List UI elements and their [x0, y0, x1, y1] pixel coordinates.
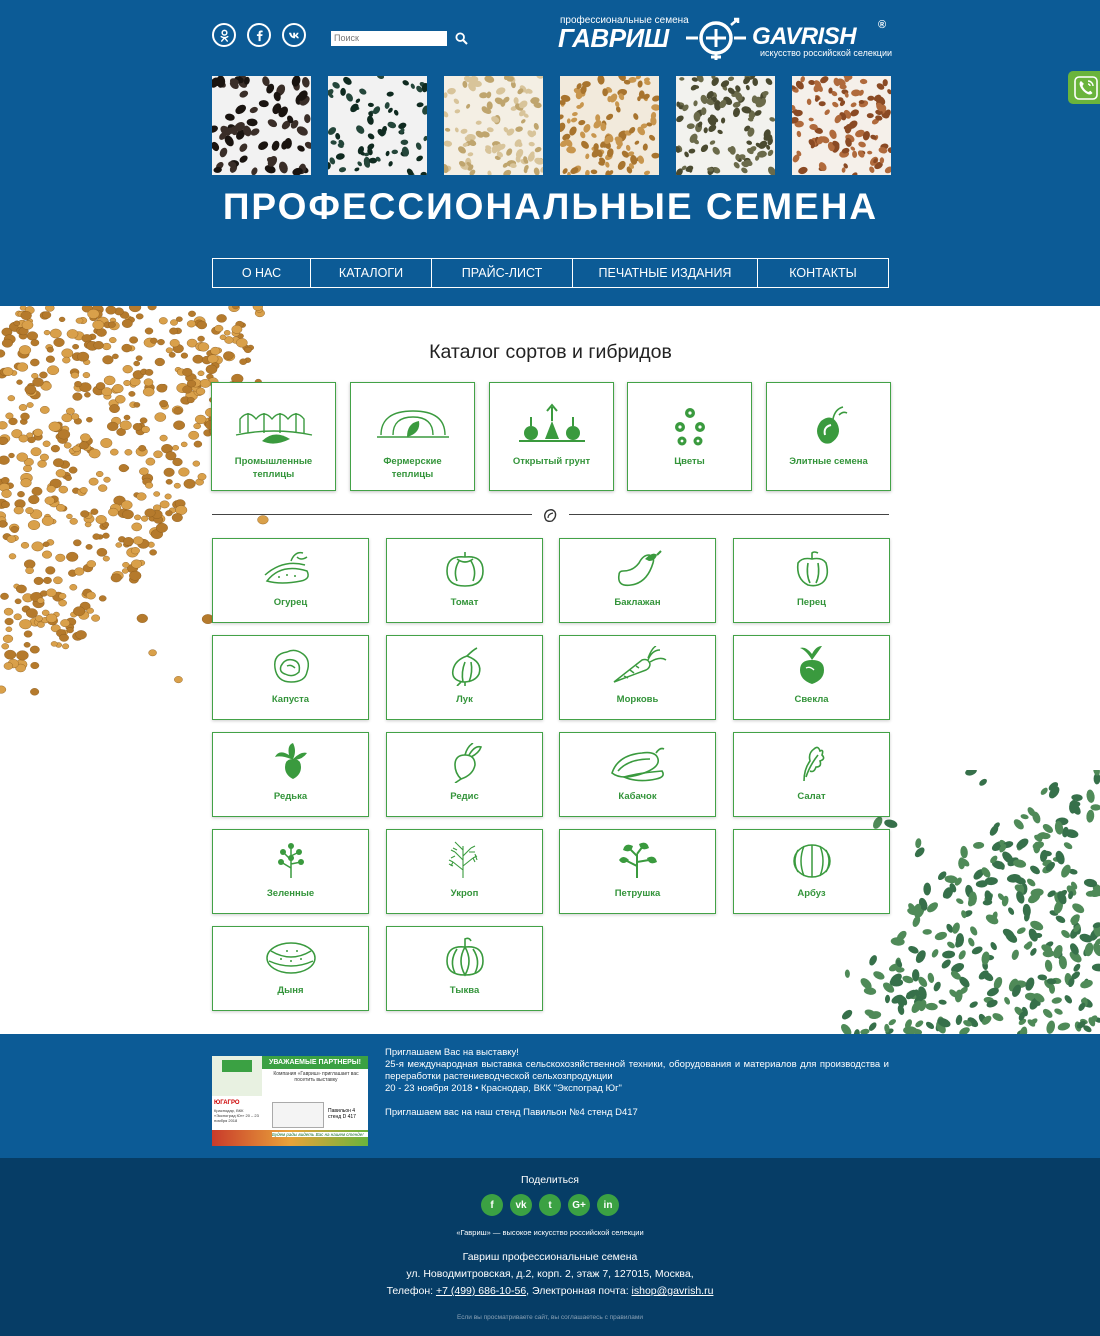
veg-label: Дыня — [277, 985, 304, 996]
expo-line-invite: Приглашаем Вас на выставку! — [385, 1047, 519, 1058]
veg-card-onion[interactable] — [386, 635, 543, 720]
site-header — [0, 0, 1100, 306]
pumpkin-icon — [443, 937, 487, 977]
veg-card-carrot[interactable] — [559, 635, 716, 720]
radish-black-icon — [269, 743, 313, 783]
veg-label: Арбуз — [797, 888, 826, 899]
onion-icon — [443, 646, 487, 686]
expo-announcement — [0, 1034, 1100, 1158]
search-icon[interactable] — [453, 30, 469, 46]
veg-label: Укроп — [450, 888, 479, 899]
veg-label: Томат — [450, 597, 479, 608]
site-footer — [0, 1158, 1100, 1336]
callback-phone-icon[interactable] — [1068, 71, 1100, 104]
expo-line-description: 25-я международная выставка сельскохозяйственной техники, оборудования и материалов для производства и переработки растениеводческой сельхозпродукции — [385, 1059, 889, 1082]
category-card-farmer-greenhouses[interactable] — [350, 382, 475, 491]
veg-label: Перец — [796, 597, 827, 608]
zucchini-icon — [608, 743, 668, 783]
logo-tagline: искусство российской селекции — [760, 48, 893, 58]
veg-card-parsley[interactable] — [559, 829, 716, 914]
nav-item-about[interactable]: О НАС — [213, 259, 311, 287]
expo-line-dates: 20 - 23 ноября 2018 • Краснодар, ВКК "Экспоград Юг" — [385, 1083, 622, 1094]
nav-item-catalogs[interactable]: КАТАЛОГИ — [311, 259, 432, 287]
expo-banner[interactable] — [212, 1056, 368, 1146]
veg-label: Баклажан — [614, 597, 661, 608]
veg-card-lettuce[interactable] — [733, 732, 890, 817]
veg-label: Зеленные — [266, 888, 315, 899]
veg-label: Кабачок — [618, 791, 657, 802]
phone-link[interactable]: +7 (499) 686-10-56 — [435, 1285, 527, 1297]
banner-city: Краснодар, ВКК «Экспоград Юг» 20 – 23 ноября 2018 — [214, 1108, 259, 1123]
search-bar — [331, 30, 469, 46]
facebook-icon[interactable]: f — [481, 1194, 503, 1216]
category-label: Элитные семена — [789, 456, 868, 467]
vk-icon[interactable] — [282, 23, 306, 47]
google-plus-icon[interactable]: G+ — [568, 1194, 590, 1216]
carrot-icon — [608, 646, 668, 686]
flowers-icon — [668, 403, 712, 447]
veg-card-beet[interactable] — [733, 635, 890, 720]
logo-emblem-icon — [680, 17, 752, 62]
veg-card-cabbage[interactable] — [212, 635, 369, 720]
category-card-elite-seeds[interactable] — [766, 382, 891, 491]
catalog-title: Каталог сортов и гибридов — [429, 341, 672, 363]
banner-stand: Павильон 4 стенд D 417 — [328, 1108, 356, 1120]
seed-photo — [328, 76, 427, 175]
nav-item-contacts[interactable]: КОНТАКТЫ — [789, 266, 857, 280]
footer-slogan: «Гавриш» — высокое искусство российской селекции — [456, 1228, 644, 1237]
veg-label: Редька — [273, 791, 308, 802]
banner-heading: УВАЖАЕМЫЕ ПАРТНЕРЫ! — [262, 1056, 368, 1069]
nav-item-publications[interactable]: ПЕЧАТНЫЕ ИЗДАНИЯ — [573, 259, 758, 287]
social-links — [212, 23, 306, 47]
email-label: , Электронная почта: — [526, 1285, 629, 1297]
banner-footer: Будем рады видеть Вас на нашем стенде! — [272, 1132, 368, 1137]
melon-icon — [263, 937, 319, 977]
logo-top-text: профессиональные семена — [560, 15, 689, 26]
veg-card-greens[interactable] — [212, 829, 369, 914]
veg-label: Салат — [797, 791, 826, 802]
expo-line-stand: Приглашаем вас на наш стенд Павильон №4 стенд D417 — [385, 1107, 638, 1118]
open-ground-icon — [517, 403, 587, 447]
veg-card-pepper[interactable] — [733, 538, 890, 623]
banner-expo-name: ЮГАГРО — [214, 1100, 240, 1106]
veg-card-melon[interactable] — [212, 926, 369, 1011]
category-label: Цветы — [674, 456, 705, 467]
seed-photo — [444, 76, 543, 175]
tomato-icon — [443, 549, 487, 589]
pepper-icon — [790, 549, 834, 589]
cabbage-icon — [269, 646, 313, 686]
seed-divider-icon — [542, 507, 559, 523]
veg-card-dill[interactable] — [386, 829, 543, 914]
share-title: Поделиться — [521, 1174, 579, 1186]
veg-card-black-radish[interactable] — [212, 732, 369, 817]
veg-card-zucchini[interactable] — [559, 732, 716, 817]
beet-icon — [790, 646, 834, 686]
nav-item-price-list[interactable]: ПРАЙС-ЛИСТ — [432, 259, 573, 287]
twitter-icon[interactable]: t — [539, 1194, 561, 1216]
elite-seeds-icon — [809, 403, 849, 447]
farmer-greenhouse-icon — [373, 403, 453, 447]
veg-label: Капуста — [271, 694, 310, 705]
category-card-industrial-greenhouses[interactable] — [211, 382, 336, 491]
veg-label: Тыква — [449, 985, 480, 996]
cucumber-icon — [261, 549, 321, 589]
category-card-open-ground[interactable] — [489, 382, 614, 491]
logo-brand-ru: ГАВРИШ — [558, 23, 669, 53]
greens-icon — [269, 840, 313, 880]
section-divider — [212, 507, 889, 523]
hero-title: ПРОФЕССИОНАЛЬНЫЕ СЕМЕНА — [222, 186, 879, 227]
footer-company: Гавриш профессиональные семена — [462, 1251, 638, 1263]
parsley-icon — [613, 840, 663, 880]
veg-card-eggplant[interactable] — [559, 538, 716, 623]
watermelon-icon — [790, 840, 834, 880]
category-card-flowers[interactable] — [627, 382, 752, 491]
veg-card-pumpkin[interactable] — [386, 926, 543, 1011]
odnoklassniki-icon[interactable] — [212, 23, 236, 47]
cookie-notice: Если вы просматриваете сайт, вы соглашаетесь с правилами — [456, 1314, 643, 1321]
category-label: Фермерские теплицы — [383, 456, 442, 480]
vk-icon[interactable]: vk — [510, 1194, 532, 1216]
veg-card-radish[interactable] — [386, 732, 543, 817]
phone-label: Телефон: — [386, 1285, 434, 1297]
radish-icon — [443, 743, 487, 783]
email-link[interactable]: ishop@gavrish.ru — [631, 1285, 714, 1297]
veg-label: Морковь — [616, 694, 659, 705]
seed-photo — [212, 76, 311, 175]
footer-address: ул. Новодмитровская, д.2, корп. 2, этаж 7, 127015, Москва, — [406, 1268, 694, 1280]
expo-text — [385, 1047, 889, 1119]
linkedin-icon[interactable]: in — [597, 1194, 619, 1216]
search-input[interactable] — [331, 31, 447, 46]
logo-brand-en: GAVRISH — [752, 23, 857, 50]
veg-card-tomato[interactable] — [386, 538, 543, 623]
share-buttons — [481, 1194, 619, 1216]
lettuce-icon — [790, 743, 834, 783]
logo-registered: ® — [878, 19, 887, 31]
industrial-greenhouse-icon — [234, 403, 314, 447]
seed-photo — [676, 76, 775, 175]
footer-contacts — [0, 1285, 1100, 1297]
veg-card-cucumber[interactable] — [212, 538, 369, 623]
seed-photo-row — [212, 76, 891, 175]
category-label: Промышленные теплицы — [234, 456, 313, 480]
veg-label: Свекла — [794, 694, 829, 705]
facebook-icon[interactable] — [247, 23, 271, 47]
veg-label: Огурец — [273, 597, 308, 608]
veg-label: Лук — [456, 694, 473, 705]
seed-photo — [560, 76, 659, 175]
category-label: Открытый грунт — [512, 456, 591, 467]
main-nav — [212, 258, 889, 288]
veg-label: Редис — [450, 791, 479, 802]
gavrish-logo[interactable] — [558, 14, 893, 64]
eggplant-icon — [613, 549, 663, 589]
veg-card-watermelon[interactable] — [733, 829, 890, 914]
seed-photo — [792, 76, 891, 175]
banner-invite: Компания «Гавриш» приглашает вас посетить выставку — [273, 1071, 359, 1083]
veg-label: Петрушка — [614, 888, 661, 899]
dill-icon — [443, 840, 487, 880]
